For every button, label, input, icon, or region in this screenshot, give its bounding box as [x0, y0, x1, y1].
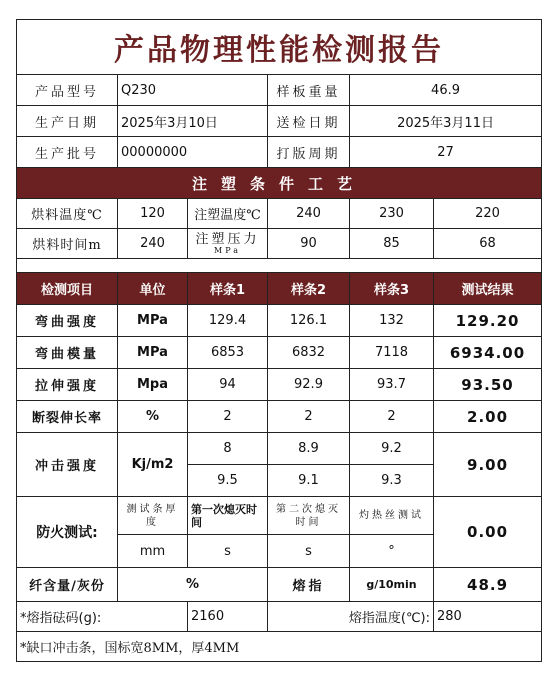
batch-value: 00000000 — [118, 137, 268, 168]
melt-index-label: 熔指 — [268, 568, 350, 602]
impact-unit: Kj/m2 — [118, 433, 188, 497]
fire-first-unit: s — [188, 535, 268, 568]
header-unit: 单位 — [118, 273, 188, 305]
row-item: 弯曲强度 — [17, 305, 118, 337]
dry-time-label: 烘料时间m — [17, 229, 118, 259]
inj-pressure-1: 90 — [268, 229, 350, 259]
fire-first-label: 第一次熄灭时间 — [188, 497, 268, 535]
header-result: 测试结果 — [434, 273, 542, 305]
fiber-item: 纤含量/灰份 — [17, 568, 118, 602]
weight-value: 46.9 — [350, 75, 542, 106]
model-value: Q230 — [118, 75, 268, 106]
report-sheet — [16, 19, 541, 667]
model-label: 产品型号 — [17, 75, 118, 106]
inj-pressure-2: 85 — [350, 229, 434, 259]
inj-temp-3: 220 — [434, 199, 542, 229]
row-sample-2: 6832 — [268, 337, 350, 369]
fire-thickness-unit: mm — [118, 535, 188, 568]
row-sample-2: 92.9 — [268, 369, 350, 401]
row-result: 93.50 — [434, 369, 542, 401]
fire-second-label: 第二次熄灭时间 — [268, 497, 350, 535]
spacer-row — [17, 259, 542, 273]
fiber-result: 48.9 — [434, 568, 542, 602]
header-item: 检测项目 — [17, 273, 118, 305]
impact-r2-s3: 9.3 — [350, 465, 434, 497]
row-unit: MPa — [118, 305, 188, 337]
impact-result: 9.00 — [434, 433, 542, 497]
row-sample-1: 2 — [188, 401, 268, 433]
inj-temp-1: 240 — [268, 199, 350, 229]
row-sample-3: 2 — [350, 401, 434, 433]
melt-index-unit: g/10min — [350, 568, 434, 602]
inj-pressure-label: 注塑压力 — [195, 231, 260, 247]
melt-weight-label: *熔指砝码(g): — [17, 602, 188, 632]
dry-temp-label: 烘料温度℃ — [17, 199, 118, 229]
footnote: *缺口冲击条，国标宽8MM，厚4MM — [17, 632, 542, 662]
report-table — [16, 19, 542, 662]
header-sample-3: 样条3 — [350, 273, 434, 305]
table-row — [17, 401, 542, 433]
fire-item: 防火测试: — [17, 497, 118, 568]
test-date-value: 2025年3月11日 — [350, 106, 542, 137]
inj-temp-2: 230 — [350, 199, 434, 229]
row-sample-3: 7118 — [350, 337, 434, 369]
row-item: 拉伸强度 — [17, 369, 118, 401]
row-result: 6934.00 — [434, 337, 542, 369]
row-item: 断裂伸长率 — [17, 401, 118, 433]
process-heading: 注塑条件工艺 — [17, 168, 542, 199]
inj-pressure-unit: MPa — [214, 245, 241, 255]
row-sample-1: 94 — [188, 369, 268, 401]
impact-r1-s2: 8.9 — [268, 433, 350, 465]
prod-date-value: 2025年3月10日 — [118, 106, 268, 137]
weight-label: 样板重量 — [268, 75, 350, 106]
impact-r1-s1: 8 — [188, 433, 268, 465]
row-unit: Mpa — [118, 369, 188, 401]
row-item: 弯曲模量 — [17, 337, 118, 369]
test-date-label: 送检日期 — [268, 106, 350, 137]
dry-temp-value: 120 — [118, 199, 188, 229]
fire-thickness-label: 测试条厚度 — [118, 497, 188, 535]
dry-time-value: 240 — [118, 229, 188, 259]
fiber-unit: % — [118, 568, 268, 602]
row-unit: % — [118, 401, 188, 433]
fire-second-unit: s — [268, 535, 350, 568]
cycle-label: 打版周期 — [268, 137, 350, 168]
melt-temp-label: 熔指温度(℃): — [268, 602, 434, 632]
cycle-value: 27 — [350, 137, 542, 168]
row-sample-2: 126.1 — [268, 305, 350, 337]
fire-result: 0.00 — [434, 497, 542, 568]
row-sample-3: 93.7 — [350, 369, 434, 401]
table-row — [17, 305, 542, 337]
table-row — [17, 369, 542, 401]
prod-date-label: 生产日期 — [17, 106, 118, 137]
table-row — [17, 337, 542, 369]
row-sample-3: 132 — [350, 305, 434, 337]
fire-wire-unit: ° — [350, 535, 434, 568]
impact-r1-s3: 9.2 — [350, 433, 434, 465]
header-sample-1: 样条1 — [188, 273, 268, 305]
header-sample-2: 样条2 — [268, 273, 350, 305]
impact-r2-s2: 9.1 — [268, 465, 350, 497]
inj-temp-label: 注塑温度℃ — [188, 199, 268, 229]
row-sample-1: 6853 — [188, 337, 268, 369]
row-result: 2.00 — [434, 401, 542, 433]
inj-pressure-3: 68 — [434, 229, 542, 259]
melt-weight-value: 2160 — [188, 602, 268, 632]
report-title: 产品物理性能检测报告 — [17, 20, 542, 75]
fire-wire-label: 灼热丝测试 — [350, 497, 434, 535]
batch-label: 生产批号 — [17, 137, 118, 168]
inj-pressure-cell — [188, 229, 268, 259]
row-sample-1: 129.4 — [188, 305, 268, 337]
row-unit: MPa — [118, 337, 188, 369]
melt-temp-value: 280 — [434, 602, 542, 632]
row-sample-2: 2 — [268, 401, 350, 433]
impact-item: 冲击强度 — [17, 433, 118, 497]
row-result: 129.20 — [434, 305, 542, 337]
impact-r2-s1: 9.5 — [188, 465, 268, 497]
